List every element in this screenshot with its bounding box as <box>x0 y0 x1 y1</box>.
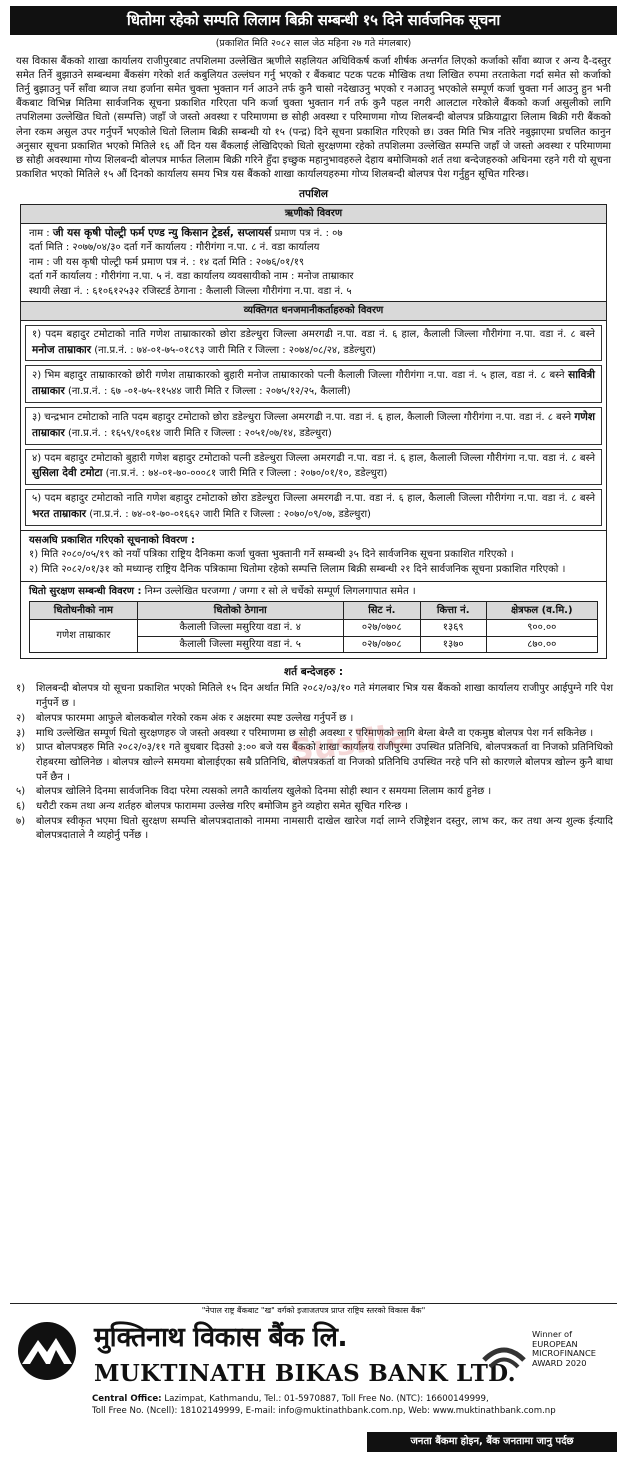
term-text: शिलबन्दी बोलपत्र यो सूचना प्रकाशित भएको मितिले १५ दिन अर्थात मिति २०८२/०३/१० गते मंगलबार भित्र यस बैंकको शाखा कार्यालय राजीपुर आईपुग्ने गरि पेश गर्नुपर्ने छ । <box>36 683 613 710</box>
borrower-name: जी यस कृषी पोल्ट्री फर्म एण्ड न्यु किसान ट्रेडर्स, सप्लायर्स <box>52 226 272 239</box>
table-row <box>30 620 598 636</box>
term-item <box>14 785 613 800</box>
guarantor-id: (ना.प्र.नं. : ७४-०१-७०-०१६६२ जारी मिति र जिल्ला : २०७०/०९/०७, डडेल्धुरा) <box>86 508 371 520</box>
bank-name-english: MUKTINATH BIKAS BANK LTD. <box>94 1360 516 1387</box>
term-item <box>14 727 613 742</box>
guarantor-entry <box>25 449 602 486</box>
guarantor-name: सुसिला देवी टमोटा <box>32 467 103 480</box>
owner-cell: गणेश ताम्राकार <box>30 620 138 653</box>
collateral-section <box>21 581 606 659</box>
previous-notices-heading: यसअघि प्रकाशित गरिएको सूचनाको विवरण : <box>29 534 195 546</box>
term-number: ६) <box>16 800 26 812</box>
guarantor-id: (ना.प्र.नं. : ७४-०१-७०-०००८१ जारी मिति र जिल्ला : २०७०/०१/१०, डडेल्धुरा) <box>102 468 388 480</box>
borrower-line-4: दर्ता गर्ने कार्यालय : गौरीगंगा न.पा. ५ नं. वडा कार्यालय व्यवसायीको नाम : मनोज ताम्राकार <box>29 271 354 283</box>
area-cell: ९००.०० <box>486 620 597 636</box>
term-text: बोलपत्र खोलिने दिनमा सार्वजनिक विदा परेमा त्यसको लगतै कार्यालय खुलेको दिनमा सोही स्थान र समयमा लिलाम कार्य हुनेछ । <box>36 786 492 798</box>
address-cell: कैलाली जिल्ला मसुरिया वडा नं. ४ <box>137 620 343 636</box>
previous-notice-item: १) मिति २०८०/०५/१९ को नयाँ पत्रिका राष्ट्रिय दैनिकमा कर्जा चुक्ता भुक्तानी गर्ने सम्बन्धी ३५ दिने सार्वजनिक सूचना प्रकाशित गरिएको । <box>29 549 514 561</box>
col-sheet: सिट नं. <box>343 601 420 619</box>
term-text: माथि उल्लेखित सम्पूर्ण धितो सुरक्षणहरु जे जस्तो अवस्था र परिमाणमा छ सोही अवस्था र परिमाणको लागि बेग्ला बेग्लै वा एकमुष्ठ बोलपत्र पेश गर्न सकिनेछ । <box>36 727 594 739</box>
kitta-cell: १३६९ <box>420 620 486 636</box>
collateral-description: निम्न उल्लेखित घरजग्गा / जग्गा र सो ले चर्चेको सम्पूर्ण लिगलगापात समेत । <box>141 585 416 597</box>
term-item <box>14 741 613 785</box>
license-tagline: "नेपाल राष्ट्र बैंकबाट "ख" वर्गको इजाजतपत्र प्राप्त राष्ट्रिय स्तरको विकास बैंक" <box>201 1306 426 1315</box>
borrower-heading: ऋणीको विवरण <box>21 205 606 223</box>
term-number: २) <box>16 712 26 724</box>
borrower-line-3: नाम : जी यस कृषी पोल्ट्री फर्म प्रमाण पत्र नं. : १४ दर्ता मिति : २०७६/०१/१९ <box>29 256 305 268</box>
central-office-label: Central Office: <box>92 1394 162 1404</box>
guarantor-name: गणेश ताम्राकार <box>32 410 595 439</box>
term-item <box>14 682 613 711</box>
certificate-no: प्रमाण पत्र नं. : ०७ <box>271 227 343 239</box>
notice-title: धितोमा रहेको सम्पति लिलाम बिक्री सम्बन्धी १५ दिने सार्वजनिक सूचना <box>10 6 617 35</box>
term-item <box>14 815 613 844</box>
award-badge <box>480 1326 617 1386</box>
details-box <box>20 204 607 659</box>
col-area: क्षेत्रफल (व.मि.) <box>486 601 597 619</box>
col-owner: धितोधनीको नाम <box>30 601 138 619</box>
award-line: Winner of <box>532 1329 572 1339</box>
guarantor-id: (ना.प्र.नं. : ७४-०१-७५-०१८९३ जारी मिति र जिल्ला : २०७४/०८/२४, डडेल्धुरा) <box>91 344 376 356</box>
guarantor-text: ४) पदम बहादुर टमोटाको बुहारी गणेश बहादुर टमोटाको पत्नी डडेल्धुरा जिल्ला अमरगढी न.पा. वडा नं. ६ हाल, कैलाली जिल्ला गौरीगंगा न.पा. वडा नं. ८ बस्ने <box>32 452 595 464</box>
contact-line-2: Toll Free No. (Ncell): 18102149999, E-mail: info@muktinathbank.com.np, Web: www.muktinathbank.com.np <box>92 1406 556 1417</box>
borrower-line-1 <box>29 226 598 242</box>
details-heading: तपशिल <box>299 188 328 201</box>
award-line: MICROFINANCE <box>532 1348 597 1359</box>
guarantor-text: १) पदम बहादुर टमोटाको नाति गणेश ताम्राकारको छोरा डडेल्धुरा जिल्ला अमरगढी न.पा. वडा नं. ६ हाल, कैलाली जिल्ला गौरीगंगा न.पा. वडा नं. ८ बस्ने <box>32 328 595 340</box>
previous-notice-item: २) मिति २०८२/०१/३१ को मध्यान्ह राष्ट्रिय दैनिक पत्रिकामा धितोमा रहेको सम्पत्ति लिलाम बिक्री सम्बन्धी २१ दिने सार्वजनिक सूचना प्रकाशित गरिएको । <box>29 563 566 575</box>
guarantors-heading: व्यक्तिगत धनजमानीकर्ताहरुको विवरण <box>21 301 606 320</box>
contact-info <box>92 1393 556 1418</box>
col-address: धितोको ठेगाना <box>137 601 343 619</box>
term-text: धरौटी रकम तथा अन्य शर्तहरु बोलपत्र फाराममा उल्लेख गरिए बमोजिम हुने व्यहोरा समेत सूचित गरिन्छ । <box>36 800 409 812</box>
award-emblem-icon <box>480 1334 528 1374</box>
term-text: प्राप्त बोलपत्रहरु मिति २०८२/०३/११ गते बुधबार दिउसो ३:०० बजे यस बैंकको शाखा कार्यालय राजीपुरमा उपस्थित प्रतिनिधि, बोलपत्रकर्ता वा निजको प्रतिनिधिको रोहबरमा खोलिनेछ । बोलपत्र खोल्ने समयमा बोलाईएका सबै प्रतिनिधि, बोलपत्रकर्ता वा निजको प्रतिनिधि उपस्थित नरहे पनि सो कारणले बोलपत्र खोल्न कुनै बाधा पर्ने छैन । <box>36 742 613 783</box>
central-office-details: Lazimpat, Kathmandu, Tel.: 01-5970887, Toll Free No. (NTC): 16600149999, <box>161 1394 489 1404</box>
watermark: Susilla <box>287 715 412 771</box>
guarantor-id: (ना.प्र.नं. : १६५९/१०६१४ जारी मिति र जिल्ला : २०५१/०७/१४, डडेल्धुरा) <box>64 427 332 439</box>
bank-logo-icon <box>16 1320 78 1382</box>
guarantor-id: (ना.प्र.नं. : ६७ -०१-७५-११५४४ जारी मिति र जिल्ला : २०७५/१२/२५, कैलाली) <box>64 386 351 398</box>
bank-slogan: जनता बैंकमा होइन, बैंक जनतामा जानु पर्दछ <box>367 1432 617 1452</box>
borrower-details <box>21 224 606 302</box>
guarantor-entry <box>25 407 602 445</box>
bank-footer <box>10 1303 617 1453</box>
guarantor-name: सावित्री ताम्राकार <box>32 369 595 398</box>
sheet-cell: ०२७/०७०८ <box>343 620 420 636</box>
term-text: बोलपत्र स्वीकृत भएमा धितो सुरक्षण सम्पत्ति बोलपत्रदाताको नाममा नामसारी दाखेल खारेज गर्दा लाग्ने रजिष्ट्रेशन दस्तुर, लाभ कर, कर तथा अन्य शुल्क ईत्यादि बोलपत्रदाताले नै व्यहोर्नु पर्नेछ । <box>36 815 613 842</box>
borrower-line-2: दर्ता मिति : २०७७/०४/३० दर्ता गर्ने कार्यालय : गौरीगंगा न.पा. ८ नं. वडा कार्यालय <box>29 242 320 254</box>
guarantor-entry <box>25 365 602 403</box>
previous-notices <box>21 530 606 581</box>
term-number: १) <box>16 683 26 695</box>
terms-section <box>14 665 613 844</box>
terms-heading: शर्त बन्देजहरु : <box>283 666 344 679</box>
guarantor-text: २) भिम बहादुर ताम्राकारको छोरी गणेश ताम्राकारको बुहारी मनोज ताम्राकारको पत्नी कैलाली जिल्ला गौरीगंगा न.पा. वडा नं. ५ हाल, वडा नं. ८ बस्ने <box>32 370 569 382</box>
term-number: ७) <box>16 815 26 827</box>
guarantor-text: ५) पदम बहादुर टमोटाको नाति गणेश बहादुर टमोटाको छोरा डडेल्धुरा जिल्ला अमरगढी न.पा. वडा नं. ६ हाल, कैलाली जिल्ला गौरीगंगा न.पा. वडा नं. ८ बस्ने <box>32 493 595 505</box>
sheet-cell: ०२७/०७०८ <box>343 636 420 652</box>
guarantor-entry <box>25 325 602 362</box>
label-name: नाम : <box>29 227 53 239</box>
award-line: AWARD 2020 <box>532 1357 587 1368</box>
term-number: ३) <box>16 727 26 739</box>
borrower-line-5: स्थायी लेखा नं. : ६१०६१२५३२ रजिस्टर्ड ठेगाना : कैलाली जिल्ला गौरीगंगा न.पा. वडा नं. ५ <box>29 285 352 297</box>
term-number: ५) <box>16 786 26 798</box>
collateral-table <box>29 601 598 653</box>
term-item <box>14 712 613 727</box>
award-line: EUROPEAN <box>532 1338 578 1349</box>
publication-date: (प्रकाशित मिति २०८२ साल जेठ महिना २७ गते मंगलबार) <box>215 38 412 49</box>
intro-paragraph: यस विकास बैंकको शाखा कार्यालय राजीपुरबाट तपशिलमा उल्लेखित ऋणीले सहलियत अधिविकर्ष कर्जा शीर्षक अन्तर्गत लिएको कर्जाको साँवा ब्याज र अन्य दै-दस्तुर समेत तिर्ने बुझाउने सम्बन्धमा बैंकसंग गरेको शर्त कबुलियत उल्लंघन गर्नु भएको र बैंकबाट पटक पटक मौखिक तथा लिखित रुपमा तरताकेता गर्दा समेत सो कर्जाको तिर्नु बुझाउनु पर्ने साँवा ब्याज तथा हर्जाना समेत चुक्ता भुक्तान गर्न आउने तर्फ कुनै चासो नदेखाउनु भएको र नआउनु भएकोले सम्पूर्ण कर्जा चुक्ता गर्न आउनु हुन भनी बैंकबाट विभिन्न मितिमा सार्वजनिक सूचना प्रकाशित गरिएता पनि कर्जा चुक्ता भुक्तान गर्न तर्फ कुनै पहल नगरी आलटाल गरेकोले बैंकको कर्जा असुलीको लागि तपशिलमा उल्लेखित धितो (सम्पत्ति) जहाँ जे जस्तो अवस्था र परिमाणमा छ सोही अवस्था र परिमाणमा गोप्य शिलबन्दी बोलपत्र प्रक्रियाद्वारा लिलाम बिक्री गरी बैंकको लेना रकम असुल उपर गर्नुपर्ने भएकोले धितो लिलाम बिक्री सम्बन्धी यो १५ (पन्द्र) दिने सूचना प्रकाशित गरिएको छ। उक्त मिति भित्र नतिरे नबुझाएमा प्रचलित कानुन अनुसार सूचना प्रकाशित भएको मितिले १६ औं दिन यस बैंकलाई लेखिदिएको धितो सुरक्षणमा रहेको तपशिलमा उल्लेखित सम्पत्ति जहाँ जे जस्तो अवस्था र परिमाणमा छ सोही अवस्थामा गोप्य शिलबन्दी बोलपत्र मार्फत लिलाम बिक्री गरिने हुँदा इच्छुक महानुभावहरुले देहाय बमोजिमको शर्त तथा बन्देजहरुको अधिनमा रहने गरी यो सूचना प्रकाशित भएको मितिले १५ औं दिनको कार्यालय समय भित्र यस बैंकको शाखा कार्यालयहरुमा गोप्य शिलबन्दी बोलपत्र पेश गर्नुहुन सूचित गरिन्छ। <box>16 55 611 181</box>
guarantor-text: ३) चन्द्रभान टमोटाको नाति पदम बहादुर टमोटाको छोरा डडेल्धुरा जिल्ला अमरगढी न.पा. वडा नं. ६ हाल, कैलाली जिल्ला गौरीगंगा न.पा. वडा नं. ८ बस्ने <box>32 411 575 423</box>
guarantor-entry <box>25 489 602 526</box>
bank-name-nepali: मुक्तिनाथ विकास बैंक लि. <box>94 1322 348 1353</box>
col-kitta: कित्ता नं. <box>420 601 486 619</box>
term-number: ४) <box>16 742 26 754</box>
collateral-heading: धितो सुरक्षण सम्बन्धी विवरण : <box>29 585 142 597</box>
address-cell: कैलाली जिल्ला मसुरिया वडा नं. ५ <box>137 636 343 652</box>
term-text: बोलपत्र फारममा आफुले बोलकबोल गरेको रकम अंक र अक्षरमा स्पष्ट उल्लेख गर्नुपर्ने छ । <box>36 712 354 724</box>
guarantor-name: मनोज ताम्राकार <box>32 343 92 356</box>
table-header-row <box>30 601 598 619</box>
area-cell: ८७०.०० <box>486 636 597 652</box>
term-item <box>14 800 613 815</box>
guarantor-name: भरत ताम्राकार <box>32 507 87 520</box>
award-text <box>532 1330 596 1368</box>
kitta-cell: १३७० <box>420 636 486 652</box>
